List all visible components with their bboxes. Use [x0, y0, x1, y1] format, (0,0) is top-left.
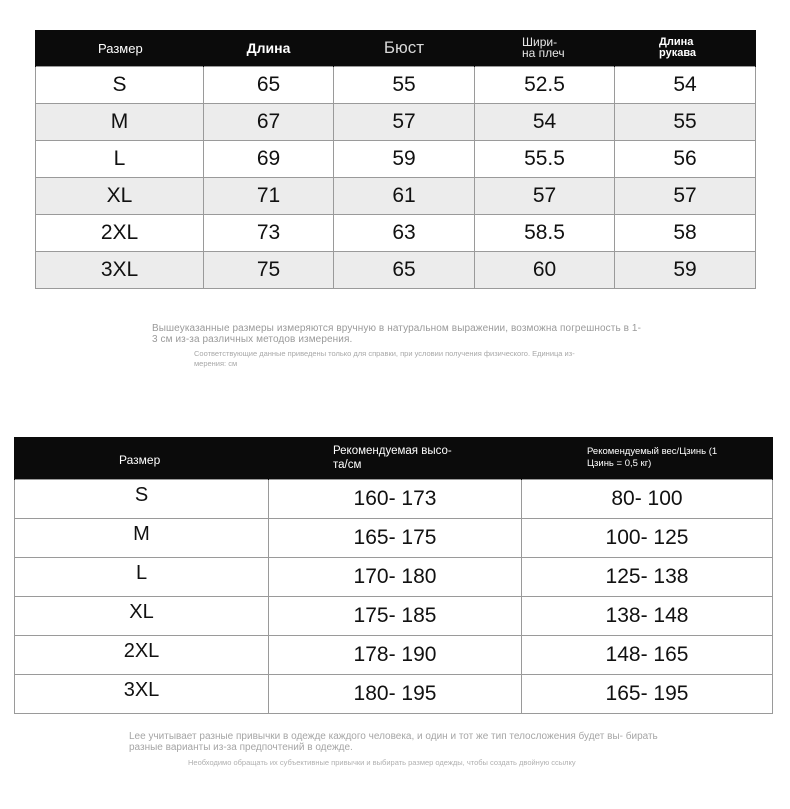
- size-chart-footnote: Соответствующие данные приведены только для справки, при условии получения физического. Единица из- мерения: см: [194, 349, 575, 368]
- cell-weight: 138- 148: [522, 597, 773, 636]
- table-row: [15, 558, 773, 597]
- cell-weight: 125- 138: [522, 558, 773, 597]
- cell-height: 165- 175: [269, 519, 522, 558]
- cell-weight: 165- 195: [522, 675, 773, 714]
- cell-length: 73: [204, 215, 334, 252]
- header-bust: Бюст: [334, 30, 475, 67]
- cell-length: 67: [204, 104, 334, 141]
- cell-size: S: [15, 480, 269, 519]
- size-chart-note: Вышеуказанные размеры измеряются вручную в натуральном выражении, возможна погрешность в 1-3 см из-за различных методов измерения.: [152, 323, 642, 345]
- cell-size: S: [36, 67, 204, 104]
- header-sleeve-length: Длина рукава: [615, 30, 756, 67]
- cell-height: 175- 185: [269, 597, 522, 636]
- table-row: [15, 480, 773, 519]
- cell-shoulder: 60: [475, 252, 615, 289]
- table-row: [15, 597, 773, 636]
- cell-shoulder: 57: [475, 178, 615, 215]
- cell-shoulder: 54: [475, 104, 615, 141]
- recommendation-footnote: Необходимо обращать их субъективные привычки и выбирать размер одежды, чтобы создать двойную ссылку: [188, 758, 576, 767]
- cell-height: 178- 190: [269, 636, 522, 675]
- header-length: Длина: [204, 30, 334, 67]
- cell-size: M: [15, 519, 269, 558]
- cell-bust: 55: [334, 67, 475, 104]
- table-row: [15, 675, 773, 714]
- cell-size: 3XL: [36, 252, 204, 289]
- cell-length: 71: [204, 178, 334, 215]
- cell-sleeve: 58: [615, 215, 756, 252]
- cell-weight: 100- 125: [522, 519, 773, 558]
- cell-bust: 59: [334, 141, 475, 178]
- cell-sleeve: 57: [615, 178, 756, 215]
- table-row: [36, 215, 756, 252]
- cell-size: L: [15, 558, 269, 597]
- table-row: [36, 141, 756, 178]
- cell-size: XL: [15, 597, 269, 636]
- header-size: Размер: [36, 30, 204, 67]
- cell-shoulder: 52.5: [475, 67, 615, 104]
- cell-length: 65: [204, 67, 334, 104]
- cell-bust: 57: [334, 104, 475, 141]
- table-row: [36, 67, 756, 104]
- cell-size: 3XL: [15, 675, 269, 714]
- size-chart-table: [35, 30, 756, 289]
- recommendation-note: Lee учитывает разные привычки в одежде каждого человека, и один и тот же тип телосложения будет вы- бирать разные варианты из-за предпочтений в одежде.: [129, 731, 658, 753]
- cell-bust: 65: [334, 252, 475, 289]
- size-chart-header-row: [36, 30, 756, 67]
- cell-length: 75: [204, 252, 334, 289]
- header-recommended-weight: Рекомендуемый вес/Цзинь (1 Цзинь = 0,5 кг): [522, 437, 773, 480]
- cell-shoulder: 58.5: [475, 215, 615, 252]
- cell-sleeve: 54: [615, 67, 756, 104]
- cell-size: XL: [36, 178, 204, 215]
- recommendation-table: [14, 437, 773, 714]
- recommendation-header-row: [15, 437, 773, 480]
- cell-bust: 61: [334, 178, 475, 215]
- table-row: [36, 104, 756, 141]
- cell-shoulder: 55.5: [475, 141, 615, 178]
- table-row: [36, 252, 756, 289]
- cell-length: 69: [204, 141, 334, 178]
- cell-height: 180- 195: [269, 675, 522, 714]
- table-row: [15, 519, 773, 558]
- cell-weight: 80- 100: [522, 480, 773, 519]
- header-size: Размер: [15, 437, 269, 480]
- cell-weight: 148- 165: [522, 636, 773, 675]
- table-row: [15, 636, 773, 675]
- cell-sleeve: 55: [615, 104, 756, 141]
- cell-size: 2XL: [36, 215, 204, 252]
- cell-sleeve: 59: [615, 252, 756, 289]
- header-recommended-height: Рекомендуемая высо- та/см: [269, 437, 522, 480]
- cell-size: M: [36, 104, 204, 141]
- table-row: [36, 178, 756, 215]
- cell-height: 160- 173: [269, 480, 522, 519]
- cell-size: L: [36, 141, 204, 178]
- cell-height: 170- 180: [269, 558, 522, 597]
- cell-size: 2XL: [15, 636, 269, 675]
- header-shoulder-width: Шири- на плеч: [475, 30, 615, 67]
- cell-sleeve: 56: [615, 141, 756, 178]
- cell-bust: 63: [334, 215, 475, 252]
